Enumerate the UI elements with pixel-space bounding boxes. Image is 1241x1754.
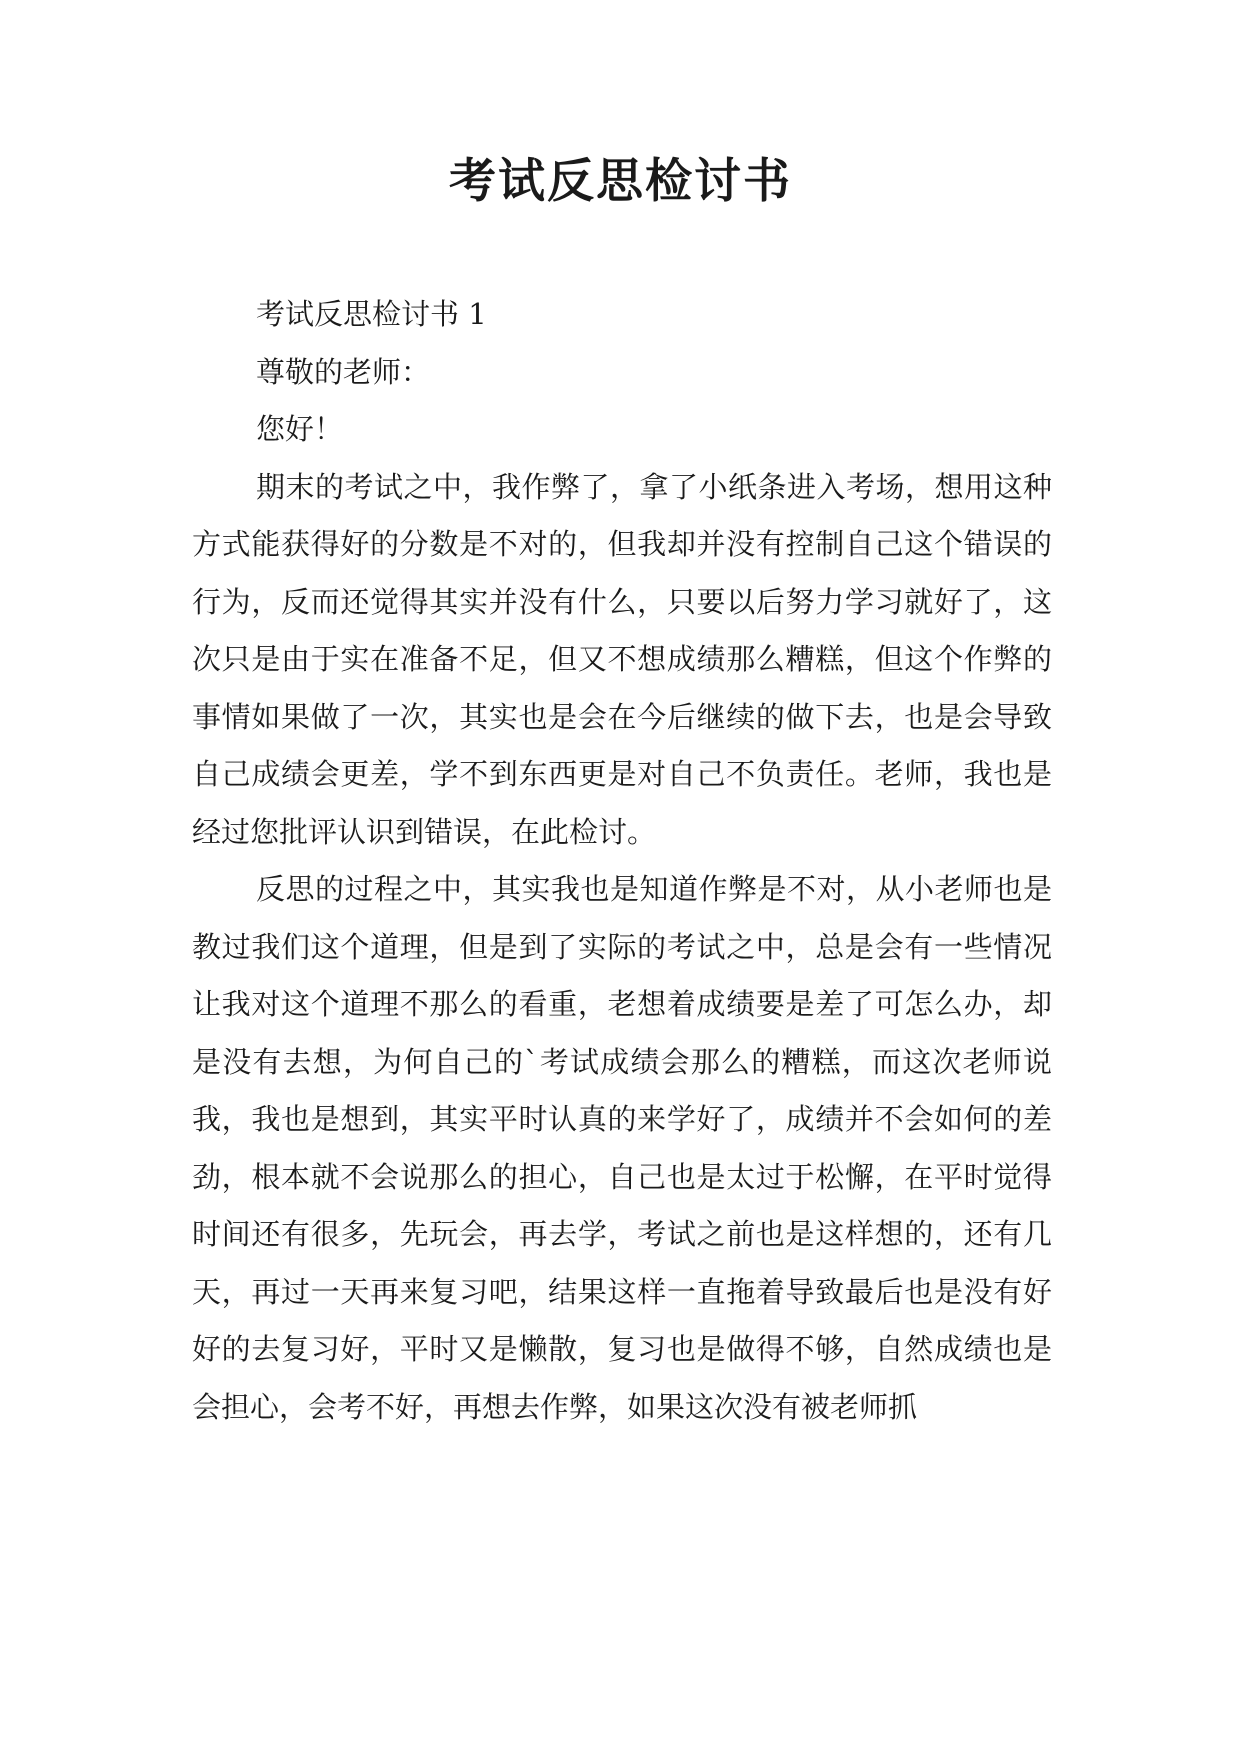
document-title: 考试反思检讨书 <box>449 154 792 209</box>
document-body <box>192 286 1052 1436</box>
section-heading: 考试反思检讨书 1 <box>256 297 487 331</box>
salutation: 尊敬的老师： <box>256 354 431 389</box>
greeting: 您好！ <box>256 412 344 446</box>
body-paragraph: 期末的考试之中，我作弊了，拿了小纸条进入考场，想用这种方式能获得好的分数是不对的，但我却并没有控制自己这个错误的行为，反而还觉得其实并没有什么，只要以后努力学习就好了，这次只是由于实在准备不足，但又不想成绩那么糟糕，但这个作弊的事情如果做了一次，其实也是会在今后继续的做下去，也是会导致自己成绩会更差，学不到东西更是对自己不负责任。老师，我也是经过您批评认识到错误，在此检讨。 <box>192 469 1052 849</box>
body-paragraph: 反思的过程之中，其实我也是知道作弊是不对，从小老师也是教过我们这个道理，但是到了实际的考试之中，总是会有一些情况让我对这个道理不那么的看重，老想着成绩要是差了可怎么办，却是没有去想，为何自己的`考试成绩会那么的糟糕，而这次老师说我，我也是想到，其实平时认真的来学好了，成绩并不会如何的差劲，根本就不会说那么的担心，自己也是太过于松懈，在平时觉得时间还有很多，先玩会，再去学，考试之前也是这样想的，还有几天，再过一天再来复习吧，结果这样一直拖着导致最后也是没有好好的去复习好，平时又是懒散，复习也是做得不够，自然成绩也是会担心，会考不好，再想去作弊，如果这次没有被老师抓 <box>192 872 1052 1424</box>
